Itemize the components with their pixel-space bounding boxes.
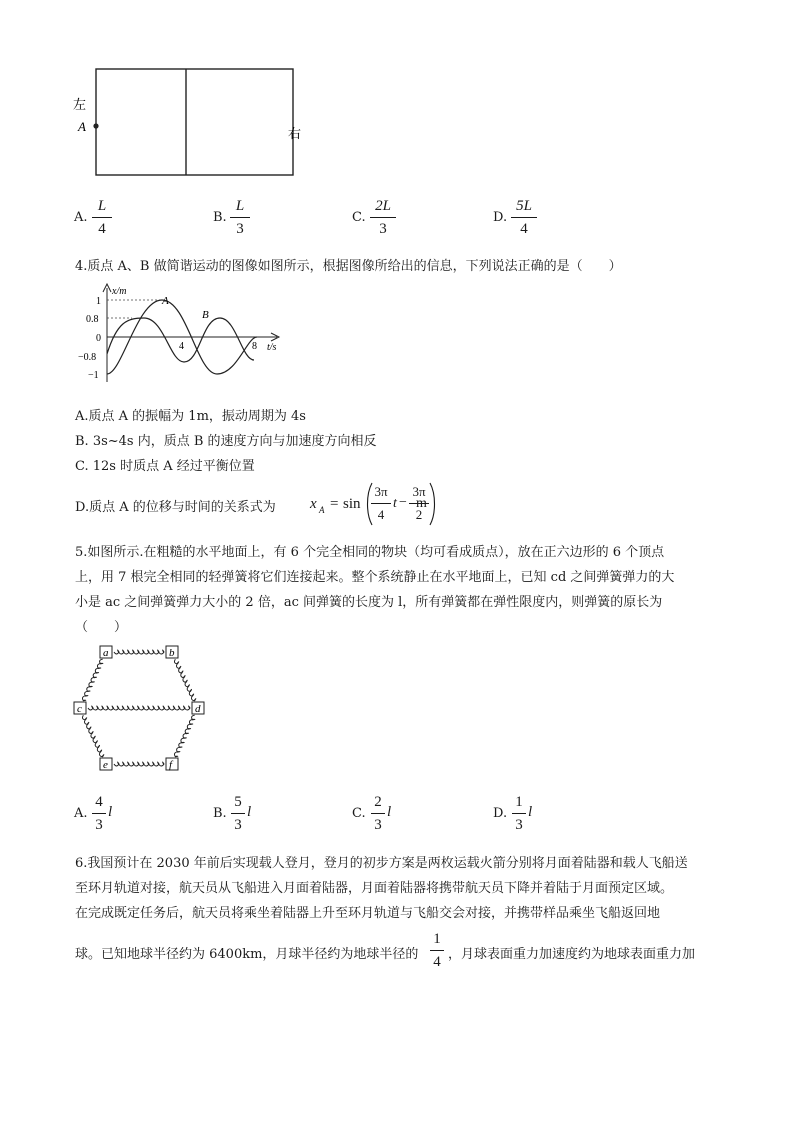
formula-unit: m	[416, 496, 427, 511]
q5-stem-line-3: 小是 ac 之间弹簧弹力大小的 2 倍，ac 间弹簧的长度为 l，所有弹簧都在弹性限度内，则弹簧的原长为	[75, 595, 663, 610]
fraction-denominator: 3	[236, 221, 244, 237]
block-label-e: e	[103, 759, 108, 771]
q4-oscillation-graph	[72, 282, 292, 388]
q5-option-d-fraction	[512, 792, 526, 835]
fraction-numerator: 3π	[412, 484, 426, 499]
spring-df	[174, 715, 194, 756]
formula-func: sin	[343, 496, 361, 512]
fraction-numerator: 2L	[375, 198, 391, 214]
box-figure	[70, 64, 310, 180]
q4-option-d-prefix: D.质点 A 的位移与时间的关系式为	[75, 500, 276, 515]
q6-line-4-suffix: ，月球表面重力加速度约为地球表面重力加	[448, 947, 696, 962]
fraction-denominator: 2	[415, 507, 423, 522]
q4-option-c: C. 12s 时质点 A 经过平衡位置	[75, 459, 255, 474]
q6-line-3: 在完成既定任务后，航天员将乘坐着陆器上升至环月轨道与飞船交会对接，并携带样品乘坐飞船返回地	[75, 906, 661, 921]
q5-option-a-letter: A.	[74, 806, 88, 821]
spring-cd	[88, 706, 190, 710]
left-label: 左	[73, 97, 87, 112]
fraction-denominator: 3	[374, 817, 382, 833]
fraction-denominator: 3	[234, 817, 242, 833]
fraction-denominator: 3	[515, 817, 523, 833]
y-axis-label: x/m	[112, 286, 127, 297]
spring-ac	[82, 659, 102, 700]
fraction-numerator: 2	[374, 794, 382, 810]
fraction-numerator: 5	[234, 794, 242, 810]
q3-option-d-letter: D.	[493, 210, 508, 225]
q6-line-4-prefix: 球。已知地球半径约为 6400km，月球半径约为地球半径的	[75, 947, 419, 962]
q6-fraction	[430, 929, 444, 972]
q4-option-a: A.质点 A 的振幅为 1m，振动周期为 4s	[75, 409, 306, 424]
spring-ab	[114, 650, 164, 654]
formula-var: t	[393, 496, 397, 511]
q5-option-a-fraction	[92, 792, 106, 835]
spring-ef	[114, 762, 164, 766]
fraction-denominator: 4	[377, 507, 385, 522]
q3-option-c-fraction	[370, 196, 396, 239]
spring-ce	[82, 715, 103, 756]
q5-option-b-fraction	[231, 792, 245, 835]
fraction-denominator: 3	[95, 817, 103, 833]
y-tick-1: 1	[96, 296, 101, 307]
formula-lhs: x	[310, 496, 317, 512]
q5-option-a-var: l	[108, 804, 113, 820]
equals-sign: =	[330, 496, 339, 512]
q5-stem-line-1: 5.如图所示.在粗糙的水平地面上，有 6 个完全相同的物块（均可看成质点），放在正六边形的 6 个顶点	[75, 545, 665, 560]
right-label: 右	[288, 126, 302, 141]
x-tick-8: 8	[252, 341, 257, 352]
block-label-c: c	[77, 703, 82, 715]
point-a-label: A	[78, 119, 86, 134]
block-label-f: f	[169, 759, 173, 771]
q5-option-b-letter: B.	[213, 806, 227, 821]
x-tick-4: 4	[179, 341, 184, 352]
y-tick-0-8: 0.8	[86, 314, 99, 325]
q3-option-b-letter: B.	[213, 210, 227, 225]
q4-option-b: B. 3s~4s 内，质点 B 的速度方向与加速度方向相反	[75, 434, 377, 449]
block-label-a: a	[103, 647, 109, 659]
fraction-denominator: 4	[520, 221, 528, 237]
q6-line-1: 6.我国预计在 2030 年前后实现载人登月，登月的初步方案是两枚运载火箭分别将月面着陆器和载人飞船送	[75, 856, 688, 871]
x-axis-label: t/s	[267, 342, 277, 353]
fraction-numerator: 1	[515, 794, 523, 810]
formula-frac1	[371, 482, 391, 525]
fraction-numerator: 1	[433, 931, 441, 947]
fraction-denominator: 4	[98, 221, 106, 237]
q5-option-d-var: l	[528, 804, 533, 820]
q4-stem: 4.质点 A、B 做简谐运动的图像如图所示，根据图像所给出的信息，下列说法正确的是（ ）	[75, 259, 622, 274]
q3-option-d-fraction	[511, 196, 537, 239]
q6-line-2: 至环月轨道对接，航天员从飞船进入月面着陆器，月面着陆器将携带航天员下降并着陆于月面预定区域。	[75, 881, 674, 896]
curve-b-label: B	[202, 309, 209, 321]
q5-option-b-var: l	[247, 804, 252, 820]
block-label-d: d	[195, 703, 201, 715]
fraction-numerator: 5L	[516, 198, 532, 214]
fraction-numerator: 4	[95, 794, 103, 810]
q5-option-c-letter: C.	[352, 806, 366, 821]
q3-option-b-fraction	[230, 196, 250, 239]
q5-option-d-letter: D.	[493, 806, 508, 821]
right-paren	[429, 482, 437, 526]
y-tick-0: 0	[96, 333, 101, 344]
y-tick-neg-1: −1	[88, 370, 99, 381]
y-tick-neg-0-8: −0.8	[78, 352, 97, 363]
q5-stem-line-2: 上，用 7 根完全相同的轻弹簧将它们连接起来。整个系统静止在水平地面上，已知 cd 之间弹簧弹力的大	[75, 570, 675, 585]
fraction-denominator: 4	[433, 954, 441, 970]
spring-bd	[174, 659, 195, 700]
curve-a-label: A	[162, 295, 169, 307]
q5-stem-line-4: （ ）	[75, 620, 128, 635]
q3-option-a-fraction	[92, 196, 112, 239]
formula-op: −	[399, 495, 407, 510]
fraction-numerator: L	[97, 198, 107, 214]
q3-option-a-letter: A.	[74, 210, 88, 225]
q5-option-c-var: l	[387, 804, 392, 820]
block-label-b: b	[169, 647, 175, 659]
hexagon-springs-figure	[70, 640, 215, 775]
fraction-numerator: 3π	[374, 484, 388, 499]
fraction-numerator: L	[235, 198, 245, 214]
formula-lhs-sub: A	[319, 505, 325, 515]
q3-option-c-letter: C.	[352, 210, 366, 225]
fraction-denominator: 3	[379, 221, 387, 237]
q5-option-c-fraction	[371, 792, 385, 835]
